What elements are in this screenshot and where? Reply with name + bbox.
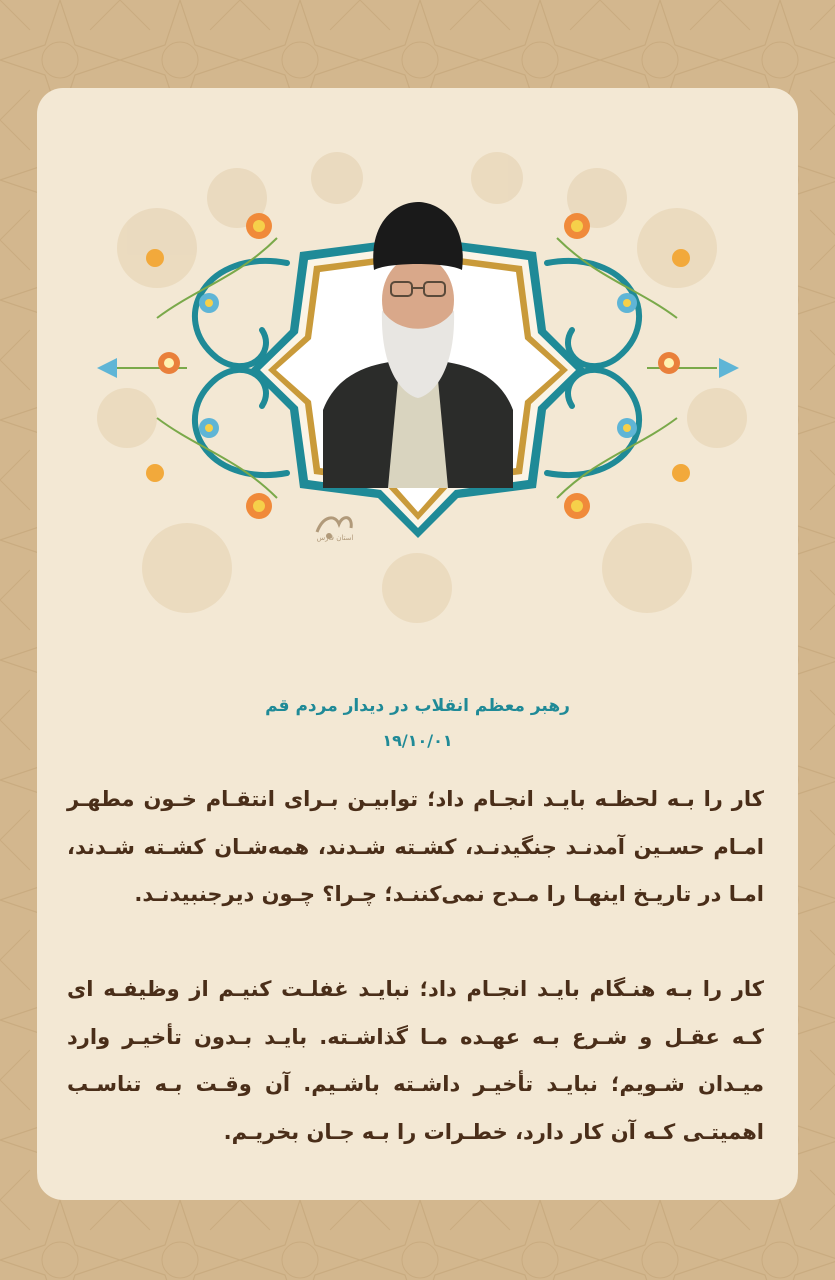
quote-paragraph: کار را بـه لحظـه بایـد انجـام داد؛ توابیـن بـرای انتقـام خـون مطهـر امـام حسـین آمدنـد جنگیدنـد، کشـته شـدند، همه‌شـان کشـته شـدند، امـا در تاریـخ اینهـا را مـدح نمی‌کننـد؛ چـرا؟ چـون دیرجنبیدنـد.	[67, 787, 764, 906]
content-card	[37, 88, 798, 1200]
quote-paragraph: کار را بـه هنـگام بایـد انجـام داد؛ نبایـد غفلـت کنیـم از وظیفـه ای کـه عقـل و شـرع بـه عهـده مـا گذاشـته. بایـد بـدون تأخیـر وارد میـدان شـویم؛ نبایـد تأخیـر داشـته باشـیم. آن وقـت بـه تناسـب اهمیتـی کـه آن کار دارد، خطـرات را بـه جـان بخریـم.	[67, 977, 764, 1144]
source-title: رهبر معظم انقلاب در دیدار مردم قم	[265, 696, 570, 716]
logo-text: استان فارس	[316, 534, 354, 542]
source-date: ۱۹/۱۰/۰۱	[382, 731, 453, 750]
logo-icon	[309, 506, 359, 550]
portrait-image	[37, 88, 798, 648]
card-bottom-edge	[37, 1162, 798, 1200]
